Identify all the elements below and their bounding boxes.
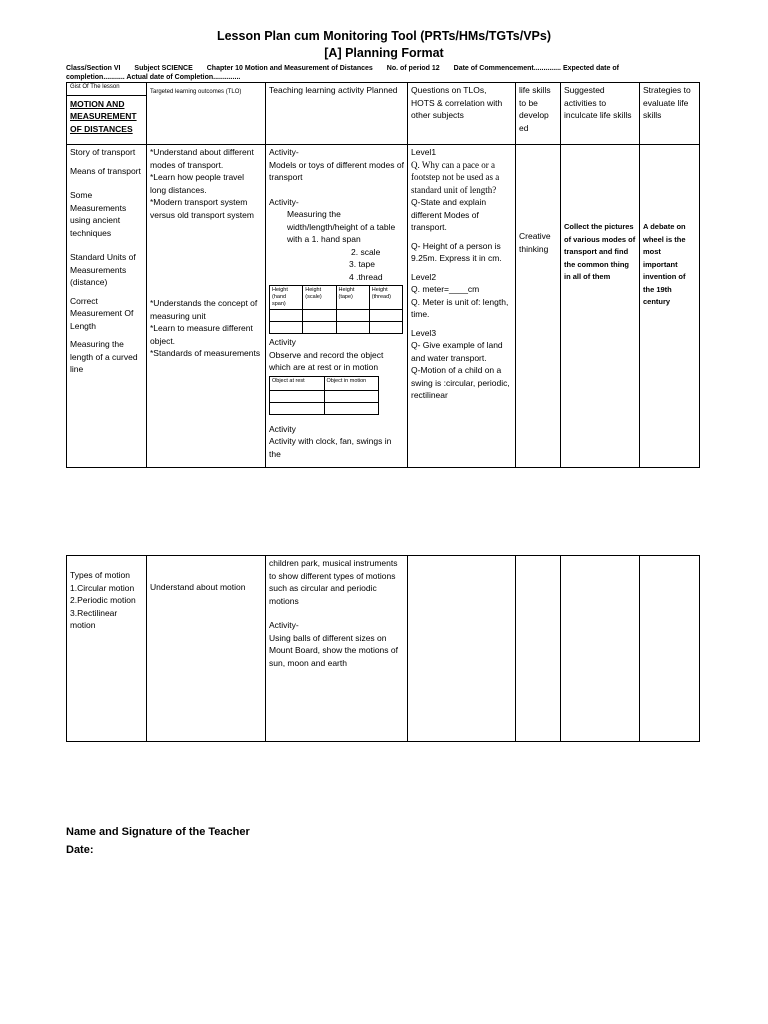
- subject: Subject SCIENCE: [134, 65, 193, 72]
- strategy-cell: [640, 145, 700, 468]
- teacher-signature-label: Name and Signature of the Teacher: [66, 826, 250, 838]
- gist-cell: [67, 556, 147, 742]
- strategy: A debate on wheel is the most important invention of the 19th century: [643, 222, 686, 306]
- questions-header-cell: [408, 83, 516, 145]
- life-skills-header: life skills to be develop ed: [519, 85, 551, 133]
- suggested-header-cell: [561, 83, 640, 145]
- height-table: [269, 285, 403, 334]
- tlo-item: *Understand about different modes of transport.: [150, 147, 254, 170]
- table-cell: [336, 310, 369, 322]
- completion-date: completion........... Actual date of Completion..............: [66, 74, 241, 81]
- activity-heading: Activity-: [269, 196, 299, 207]
- activity-heading: Activity: [269, 423, 296, 434]
- gist-cell: [67, 145, 147, 468]
- activity-text: Activity with clock, fan, swings in the: [269, 436, 392, 459]
- gist-item: Standard Units of Measurements (distance): [70, 252, 136, 287]
- question: Q. meter=____cm: [411, 284, 480, 294]
- activity-text: Observe and record the object which are at rest or in motion: [269, 349, 384, 372]
- gist-item: 3.Rectilinear motion: [70, 607, 118, 630]
- gist-item: Story of transport: [70, 147, 136, 157]
- tlo-cell: [147, 145, 266, 468]
- questions-header: Questions on TLOs, HOTS & correlation with other subjects: [411, 85, 503, 120]
- gist-item: Measuring the length of a curved line: [70, 339, 138, 374]
- table-cell: [324, 402, 379, 414]
- activity-header: Teaching learning activity Planned: [269, 85, 398, 95]
- suggested-cell: [561, 145, 640, 468]
- life-skills-header-cell: [516, 83, 561, 145]
- height-table-header: Height (hand span): [270, 286, 303, 310]
- table-cell: [270, 322, 303, 334]
- suggested-activity: Collect the pictures of various modes of transport and find the common thing in all of them: [564, 222, 636, 281]
- activity-heading: Activity-: [269, 620, 299, 630]
- question-level: Level3: [411, 327, 437, 338]
- date-label: Date:: [66, 844, 94, 856]
- questions-cell: [408, 556, 516, 742]
- gist-header-cell: [67, 83, 147, 145]
- gist-item: Types of motion: [70, 570, 131, 580]
- activity-list-item: 2. scale: [351, 246, 381, 257]
- question: Q-Motion of a child on a swing is :circular, periodic, rectilinear: [411, 365, 510, 400]
- activity-text: children park, musical instruments to show different types of motions such as circular and periodic motions: [269, 558, 398, 606]
- strategies-header: Strategies to evaluate life skills: [643, 85, 691, 120]
- question: Q. Why can a pace or a footstep not be used as a standard unit of length?: [411, 159, 500, 195]
- life-skill-cell: [516, 145, 561, 468]
- table-row: [67, 145, 700, 468]
- table-cell: [303, 322, 336, 334]
- table-cell: [324, 390, 379, 402]
- table-cell: [336, 322, 369, 334]
- document-title: Lesson Plan cum Monitoring Tool (PRTs/HMs/TGTs/VPs): [216, 29, 552, 43]
- activity-list-item: 4 .thread: [349, 271, 383, 282]
- tlo-item: *Understands the concept of measuring unit: [150, 298, 258, 321]
- question: Q-State and explain different Modes of transport.: [411, 197, 487, 232]
- table-cell: [369, 310, 402, 322]
- gist-item: Some Measurements using ancient techniques: [70, 190, 127, 238]
- height-table-header: Height (tape): [336, 286, 369, 310]
- height-table-header: Height (thread): [369, 286, 402, 310]
- activity-header-cell: [266, 83, 408, 145]
- height-table-header: Height (scale): [303, 286, 336, 310]
- table-header-row: [67, 83, 700, 145]
- class-section: Class/Section VI: [66, 65, 121, 72]
- table-cell: [303, 310, 336, 322]
- suggested-cell: [561, 556, 640, 742]
- rest-table-header: Object at rest: [270, 376, 325, 390]
- activity-list-item: 3. tape: [349, 259, 375, 269]
- life-skill-cell: [516, 556, 561, 742]
- activity-text: Measuring the width/length/height of a table with a 1. hand span: [287, 209, 396, 244]
- rest-motion-table: [269, 376, 379, 415]
- tlo-item: Understand about motion: [150, 582, 246, 592]
- tlo-cell: [147, 556, 266, 742]
- tlo-header: Targeted learning outcomes (TLO): [150, 89, 242, 95]
- gist-item: Correct Measurement Of Length: [70, 295, 134, 331]
- activity-cell: [266, 556, 408, 742]
- question: Q. Meter is unit of: length, time.: [411, 296, 509, 319]
- table-cell: [270, 390, 325, 402]
- rest-table-header: Object in motion: [324, 376, 379, 390]
- question: Q- Give example of land and water transport.: [411, 340, 503, 363]
- suggested-header: Suggested activities to inculcate life skills: [564, 85, 632, 120]
- planning-table: [66, 82, 700, 468]
- activity-heading: Activity: [269, 337, 296, 347]
- question-level: Level1: [411, 147, 437, 157]
- tlo-item: *Learn to measure different object.: [150, 323, 253, 346]
- planning-table-continued: [66, 555, 700, 742]
- table-cell: [270, 310, 303, 322]
- document-subtitle: [A] Planning Format: [324, 46, 444, 60]
- commencement-date: Date of Commencement.............. Expected date of: [453, 65, 619, 72]
- gist-label: Gist Of The lesson: [70, 84, 120, 90]
- gist-title: MOTION AND MEASUREMENT OF DISTANCES: [70, 98, 137, 134]
- tlo-header-cell: [147, 83, 266, 145]
- activity-cell: [266, 145, 408, 468]
- gist-item: Means of transport: [70, 165, 141, 176]
- life-skill: Creative thinking: [519, 231, 551, 254]
- questions-cell: [408, 145, 516, 468]
- periods: No. of period 12: [386, 65, 440, 72]
- activity-text: Using balls of different sizes on Mount Board, show the motions of sun, moon and earth: [269, 632, 398, 668]
- lesson-meta: [66, 64, 706, 82]
- gist-item: 1.Circular motion: [70, 582, 135, 593]
- table-cell: [270, 402, 325, 414]
- tlo-item: *Standards of measurements: [150, 348, 261, 358]
- tlo-item: *Learn how people travel long distances.: [150, 172, 245, 195]
- tlo-item: *Modern transport system versus old transport system: [150, 197, 254, 220]
- question-level: Level2: [411, 271, 437, 282]
- strategy-cell: [640, 556, 700, 742]
- chapter: Chapter 10 Motion and Measurement of Distances: [206, 65, 373, 72]
- table-row: [67, 556, 700, 742]
- activity-heading: Activity-: [269, 147, 299, 157]
- activity-text: Models or toys of different modes of transport: [269, 159, 404, 182]
- table-cell: [369, 322, 402, 334]
- question: Q- Height of a person is 9.25m. Express it in cm.: [411, 240, 502, 263]
- gist-item: 2.Periodic motion: [70, 595, 136, 605]
- strategies-header-cell: [640, 83, 700, 145]
